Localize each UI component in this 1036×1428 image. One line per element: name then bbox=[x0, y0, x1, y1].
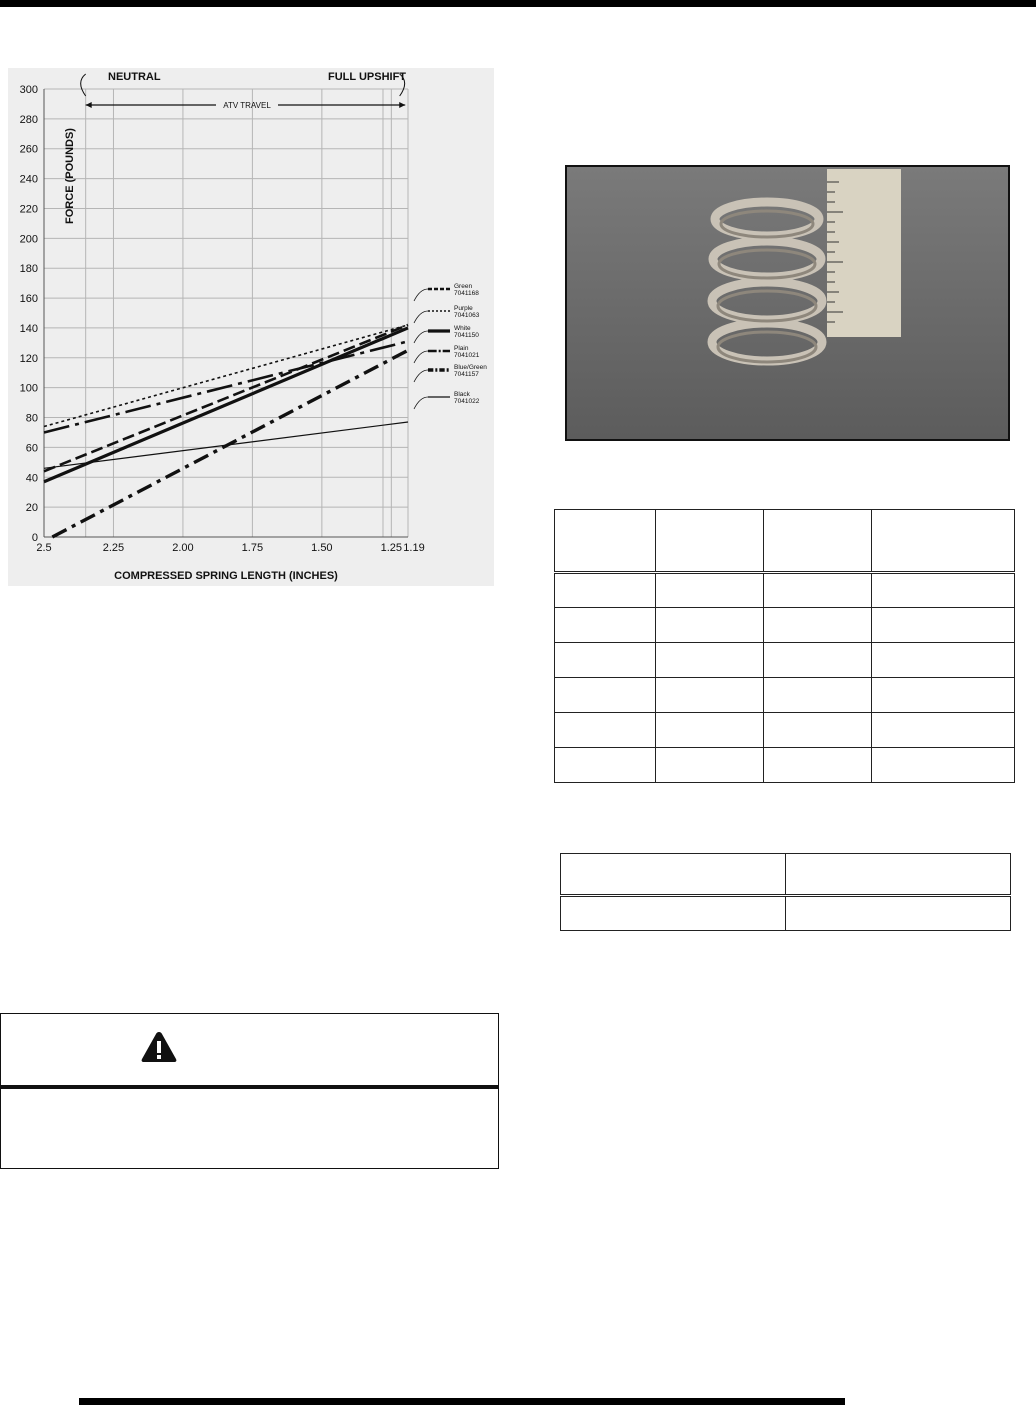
header-cell bbox=[764, 510, 872, 573]
top-rule bbox=[0, 0, 1036, 7]
series-line-green bbox=[44, 325, 408, 471]
series-line-white bbox=[44, 328, 408, 482]
header-cell bbox=[561, 854, 786, 896]
y-tick-label: 0 bbox=[31, 532, 38, 544]
warning-box bbox=[0, 1013, 499, 1169]
y-tick-label: 160 bbox=[19, 293, 38, 306]
legend-part-number: 7041021 bbox=[454, 352, 480, 359]
table-row bbox=[555, 748, 1015, 783]
y-tick-label: 80 bbox=[25, 412, 38, 425]
x-tick-label: 1.50 bbox=[311, 542, 333, 554]
legend-pointer bbox=[414, 311, 428, 323]
table-row bbox=[555, 678, 1015, 713]
spring-photo bbox=[565, 165, 1010, 441]
legend-label: Blue/Green bbox=[454, 364, 487, 371]
legend-label: Black bbox=[454, 391, 470, 398]
legend-pointer bbox=[414, 331, 428, 343]
annotation-neutral: NEUTRAL bbox=[108, 71, 161, 83]
legend-label: Plain bbox=[454, 345, 469, 352]
table-row bbox=[555, 643, 1015, 678]
y-tick-label: 300 bbox=[19, 84, 38, 96]
y-tick-label: 140 bbox=[19, 322, 38, 335]
arrowhead-left bbox=[86, 102, 92, 108]
legend-pointer bbox=[414, 370, 428, 382]
table-row bbox=[555, 713, 1015, 748]
annotation-atv-travel: ATV TRAVEL bbox=[223, 101, 271, 110]
x-tick-label: 1.19 bbox=[403, 542, 425, 554]
warning-header bbox=[1, 1014, 498, 1089]
header-cell bbox=[872, 510, 1015, 573]
legend-pointer bbox=[414, 397, 428, 409]
neutral-bracket bbox=[81, 74, 86, 96]
x-tick-label: 1.25 bbox=[380, 542, 403, 554]
y-tick-label: 200 bbox=[19, 233, 38, 246]
x-tick-label: 2.00 bbox=[172, 542, 194, 554]
spring-force-chart bbox=[8, 68, 494, 586]
header-cell bbox=[656, 510, 764, 573]
y-tick-label: 60 bbox=[25, 442, 38, 455]
x-tick-label: 2.25 bbox=[102, 542, 125, 554]
y-tick-label: 180 bbox=[19, 263, 38, 276]
legend-part-number: 7041063 bbox=[454, 312, 480, 319]
header-cell bbox=[555, 510, 656, 573]
y-tick-label: 100 bbox=[19, 382, 38, 395]
y-axis-label: FORCE (POUNDS) bbox=[64, 128, 76, 224]
series-line-purple bbox=[44, 325, 408, 427]
header-cell bbox=[786, 854, 1011, 896]
arrowhead-right bbox=[399, 102, 405, 108]
y-tick-label: 260 bbox=[19, 143, 38, 156]
legend-part-number: 7041022 bbox=[454, 398, 480, 405]
legend-label: White bbox=[454, 325, 471, 332]
series-line-blue-green bbox=[52, 350, 408, 537]
warning-triangle-icon bbox=[141, 1031, 177, 1063]
legend-pointer bbox=[414, 351, 428, 363]
series-line-plain bbox=[44, 341, 408, 432]
table-row bbox=[555, 608, 1015, 643]
y-tick-label: 220 bbox=[19, 203, 38, 216]
legend-label: Purple bbox=[454, 305, 473, 312]
legend-part-number: 7041150 bbox=[454, 332, 479, 339]
legend-label: Green bbox=[454, 283, 473, 290]
x-tick-label: 1.75 bbox=[241, 542, 264, 554]
y-tick-label: 280 bbox=[19, 113, 38, 126]
legend-part-number: 7041157 bbox=[454, 371, 479, 378]
series-line-black bbox=[44, 422, 408, 468]
legend-part-number: 7041168 bbox=[454, 290, 479, 297]
annotation-full-upshift: FULL UPSHIFT bbox=[328, 71, 407, 83]
spring-spec-table bbox=[554, 509, 1015, 783]
bottom-rule bbox=[79, 1398, 845, 1405]
table-row bbox=[555, 573, 1015, 608]
x-tick-label: 2.5 bbox=[36, 542, 52, 554]
table-row bbox=[561, 896, 1011, 931]
y-tick-label: 240 bbox=[19, 173, 38, 186]
spring-image bbox=[567, 167, 1008, 439]
y-tick-label: 120 bbox=[19, 352, 38, 365]
secondary-table bbox=[560, 853, 1011, 931]
legend-pointer bbox=[414, 289, 428, 301]
x-axis-label: COMPRESSED SPRING LENGTH (INCHES) bbox=[114, 570, 338, 582]
y-tick-label: 40 bbox=[25, 472, 38, 485]
y-tick-label: 20 bbox=[25, 502, 38, 515]
